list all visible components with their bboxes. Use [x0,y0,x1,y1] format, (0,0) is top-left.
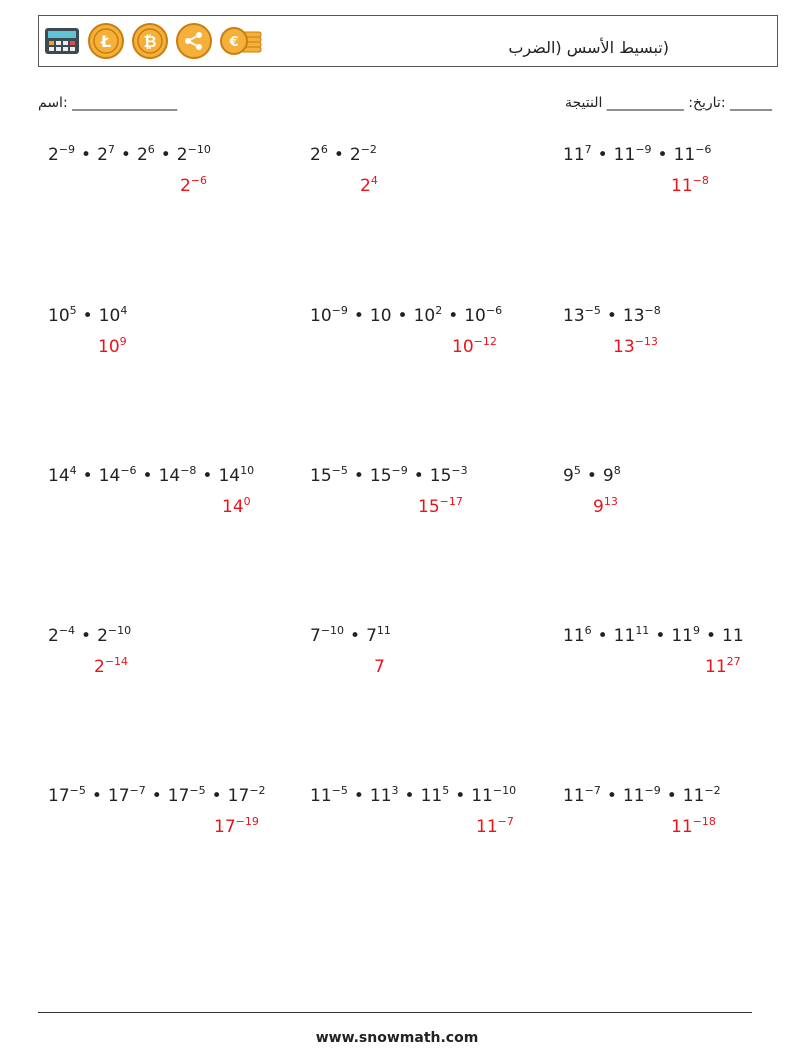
term-exponent: −3 [451,464,468,477]
power-term [674,145,712,165]
term-exponent: −10 [187,143,211,156]
date-score-line: ______ :تاريخ: ___________ النتيجة [564,95,772,111]
problem-expression [310,466,468,486]
power-term [614,626,650,646]
term-exponent: 7 [107,143,115,156]
term-exponent: 4 [120,304,128,317]
multiply-dot: • [597,145,608,165]
multiply-dot: • [151,786,162,806]
term-exponent: 4 [69,464,77,477]
calculator-icon [43,22,81,60]
bitcoin-icon [131,22,169,60]
term-base: 7 [366,626,377,646]
problem-expression [310,626,391,646]
answer-base: 2 [360,176,371,196]
multiply-dot: • [597,626,608,646]
term-base: 11 [722,626,744,646]
answer-power [671,817,716,837]
power-term [310,626,344,646]
power-term [177,145,211,165]
multiply-dot: • [705,626,717,646]
term-exponent: −5 [331,464,348,477]
term-base: 14 [158,466,181,486]
term-base: 13 [563,306,585,326]
answer-exponent: −7 [497,815,514,828]
term-base: 17 [167,786,190,806]
term-exponent: 6 [584,624,592,637]
term-base: 11 [563,145,585,165]
term-exponent: 6 [147,143,155,156]
answer-power [98,337,127,357]
term-exponent: 3 [391,784,399,797]
multiply-dot: • [353,466,364,486]
answer-power [360,176,378,196]
svg-text:€: € [229,35,239,50]
term-exponent: −9 [391,464,408,477]
answer-expression [671,176,709,196]
power-term [430,466,468,486]
term-base: 15 [369,466,392,486]
term-base: 2 [48,145,59,165]
multiply-dot: • [657,145,668,165]
power-term [370,466,408,486]
power-term [99,306,128,326]
term-exponent: 5 [573,464,581,477]
power-term [310,145,328,165]
power-term [671,626,700,646]
answer-expression [180,176,207,196]
problem-expression [48,786,266,806]
power-term [48,145,75,165]
answer-expression [593,497,618,517]
answer-exponent: −6 [190,174,208,187]
answer-expression [374,657,385,677]
term-exponent: 11 [635,624,650,637]
term-base: 17 [107,786,130,806]
answer-base: 11 [476,817,498,837]
term-base: 2 [48,626,59,646]
term-base: 11 [682,786,705,806]
answer-power [671,176,709,196]
multiply-dot: • [82,306,93,326]
share-coin-icon [175,22,213,60]
term-base: 11 [671,626,693,646]
term-exponent: 8 [613,464,621,477]
footer-url: www.snowmath.com [315,1030,479,1046]
answer-exponent: −14 [104,655,129,668]
term-exponent: 5 [442,784,450,797]
term-base: 14 [98,466,121,486]
problem-expression [563,306,661,326]
power-term [623,786,661,806]
answer-exponent: 4 [370,174,378,187]
term-base: 11 [613,626,636,646]
term-exponent: −6 [120,464,137,477]
term-base: 11 [613,145,636,165]
term-base: 11 [622,786,645,806]
term-exponent: −7 [584,784,601,797]
power-term [97,145,115,165]
term-base: 15 [310,466,332,486]
problem-expression [48,466,254,486]
term-base: 2 [136,145,148,165]
term-base: 10 [369,306,392,326]
answer-exponent: 0 [243,495,251,508]
term-exponent: −6 [485,304,503,317]
name-field-line: _______________ :اسم [38,95,178,111]
term-base: 10 [48,306,70,326]
multiply-dot: • [350,626,361,646]
answer-base: 17 [214,817,236,837]
term-exponent: −8 [644,304,661,317]
power-term [159,466,197,486]
power-term [563,145,592,165]
term-base: 2 [97,145,108,165]
term-base: 11 [369,786,392,806]
icon-strip [43,22,263,60]
litecoin-icon [87,22,125,60]
answer-base: 2 [180,176,191,196]
term-base: 17 [227,786,250,806]
problem-expression [563,145,711,165]
term-exponent: 5 [69,304,77,317]
answer-base: 14 [222,497,244,517]
term-exponent: −9 [331,304,348,317]
header-box [38,15,778,67]
term-exponent: −6 [695,143,712,156]
term-exponent: −2 [360,143,377,156]
answer-expression [476,817,514,837]
multiply-dot: • [666,786,677,806]
answer-exponent: −13 [634,335,658,348]
term-base: 2 [97,626,108,646]
answer-power [94,657,128,677]
power-term [563,626,592,646]
power-term [228,786,266,806]
term-base: 11 [563,786,585,806]
power-term [464,306,502,326]
multiply-dot: • [397,306,408,326]
term-base: 13 [622,306,645,326]
answer-base: 11 [705,657,727,677]
term-base: 10 [98,306,121,326]
power-term [48,626,75,646]
power-term [310,786,348,806]
answer-base: 11 [671,176,693,196]
answer-expression [418,497,463,517]
answer-base: 10 [452,337,474,357]
power-term [683,786,721,806]
term-exponent: 10 [240,464,255,477]
worksheet-title: (تبسيط الأسس (الضرب [508,38,669,57]
multiply-dot: • [142,466,153,486]
answer-exponent: 27 [726,655,741,668]
problem-expression [563,626,744,646]
answer-exponent: −19 [235,815,259,828]
term-base: 7 [310,626,321,646]
power-term [563,306,601,326]
power-term [563,786,601,806]
multiply-dot: • [606,306,617,326]
term-exponent: −9 [644,784,661,797]
problem-expression [48,626,131,646]
answer-power [418,497,463,517]
power-term [350,145,377,165]
term-exponent: −10 [320,624,345,637]
answer-base: 2 [94,657,105,677]
power-term [614,145,652,165]
svg-text:₿: ₿ [143,32,157,51]
term-exponent: −2 [249,784,266,797]
multiply-dot: • [81,145,92,165]
term-exponent: −2 [704,784,721,797]
term-exponent: −5 [584,304,601,317]
power-term [48,466,77,486]
power-term [414,306,443,326]
term-base: 9 [563,466,574,486]
footer-divider [38,1012,752,1013]
multiply-dot: • [202,466,213,486]
answer-exponent: 9 [119,335,127,348]
power-term [623,306,661,326]
answer-base: 7 [374,657,385,677]
problem-expression [563,786,721,806]
answer-expression [94,657,128,677]
term-exponent: −9 [58,143,76,156]
term-base: 11 [563,626,585,646]
multiply-dot: • [160,145,171,165]
term-base: 11 [673,145,696,165]
term-base: 10 [464,306,486,326]
problem-expression [310,145,377,165]
term-base: 11 [310,786,332,806]
power-term [421,786,450,806]
term-exponent: −4 [58,624,76,637]
power-term [48,786,86,806]
term-base: 15 [429,466,452,486]
answer-power [476,817,514,837]
multiply-dot: • [211,786,222,806]
answer-expression [613,337,658,357]
power-term [108,786,146,806]
term-base: 9 [602,466,614,486]
term-exponent: 2 [435,304,443,317]
problem-expression [48,145,211,165]
answer-power [374,657,385,677]
answer-power [452,337,497,357]
term-exponent: −5 [69,784,86,797]
term-exponent: −9 [635,143,652,156]
term-exponent: 9 [692,624,700,637]
multiply-dot: • [91,786,102,806]
multiply-dot: • [82,466,93,486]
multiply-dot: • [586,466,597,486]
answer-exponent: 13 [603,495,618,508]
multiply-dot: • [455,786,466,806]
answer-power [593,497,618,517]
answer-base: 11 [671,817,693,837]
answer-expression [222,497,251,517]
answer-power [214,817,259,837]
term-exponent: 7 [584,143,592,156]
term-exponent: −5 [189,784,206,797]
multiply-dot: • [448,306,459,326]
answer-power [613,337,658,357]
problem-expression [310,786,516,806]
multiply-dot: • [81,626,92,646]
multiply-dot: • [333,145,344,165]
term-base: 11 [471,786,493,806]
term-exponent: −10 [107,624,132,637]
answer-expression [671,817,716,837]
power-term [603,466,621,486]
answer-power [705,657,741,677]
answer-base: 10 [98,337,120,357]
answer-power [180,176,207,196]
term-base: 10 [310,306,332,326]
answer-exponent: −12 [473,335,497,348]
multiply-dot: • [353,306,364,326]
answer-base: 15 [418,497,440,517]
problem-expression [48,306,127,326]
term-base: 11 [420,786,443,806]
answer-base: 9 [593,497,604,517]
answer-expression [98,337,127,357]
multiply-dot: • [606,786,617,806]
power-term [370,786,399,806]
answer-expression [452,337,497,357]
problem-expression [563,466,621,486]
power-term [137,145,155,165]
power-term [366,626,391,646]
power-term [471,786,516,806]
answer-exponent: −18 [692,815,716,828]
term-base: 17 [48,786,70,806]
power-term [97,626,131,646]
multiply-dot: • [655,626,666,646]
term-exponent: 6 [320,143,328,156]
term-base: 14 [218,466,241,486]
power-term [310,466,348,486]
multiply-dot: • [404,786,415,806]
term-base: 2 [176,145,188,165]
term-base: 2 [310,145,321,165]
term-base: 2 [349,145,361,165]
answer-expression [705,657,741,677]
answer-power [222,497,251,517]
power-term [563,466,581,486]
multiply-dot: • [353,786,364,806]
power-term [168,786,206,806]
term-exponent: −8 [180,464,197,477]
euro-coins-icon [219,22,263,60]
power-term [218,466,254,486]
power-term [99,466,137,486]
term-exponent: −7 [129,784,146,797]
answer-exponent: −17 [439,495,463,508]
power-term [310,306,348,326]
answer-expression [360,176,378,196]
answer-base: 13 [613,337,635,357]
svg-text:Ł: Ł [100,32,112,51]
power-term [48,306,77,326]
term-exponent: −5 [331,784,348,797]
multiply-dot: • [120,145,131,165]
term-exponent: −10 [492,784,517,797]
problem-expression [310,306,502,326]
answer-exponent: −8 [692,174,709,187]
power-term [370,306,392,326]
power-term [722,626,744,646]
answer-expression [214,817,259,837]
term-base: 14 [48,466,70,486]
term-base: 10 [413,306,436,326]
term-exponent: 11 [376,624,391,637]
multiply-dot: • [413,466,424,486]
